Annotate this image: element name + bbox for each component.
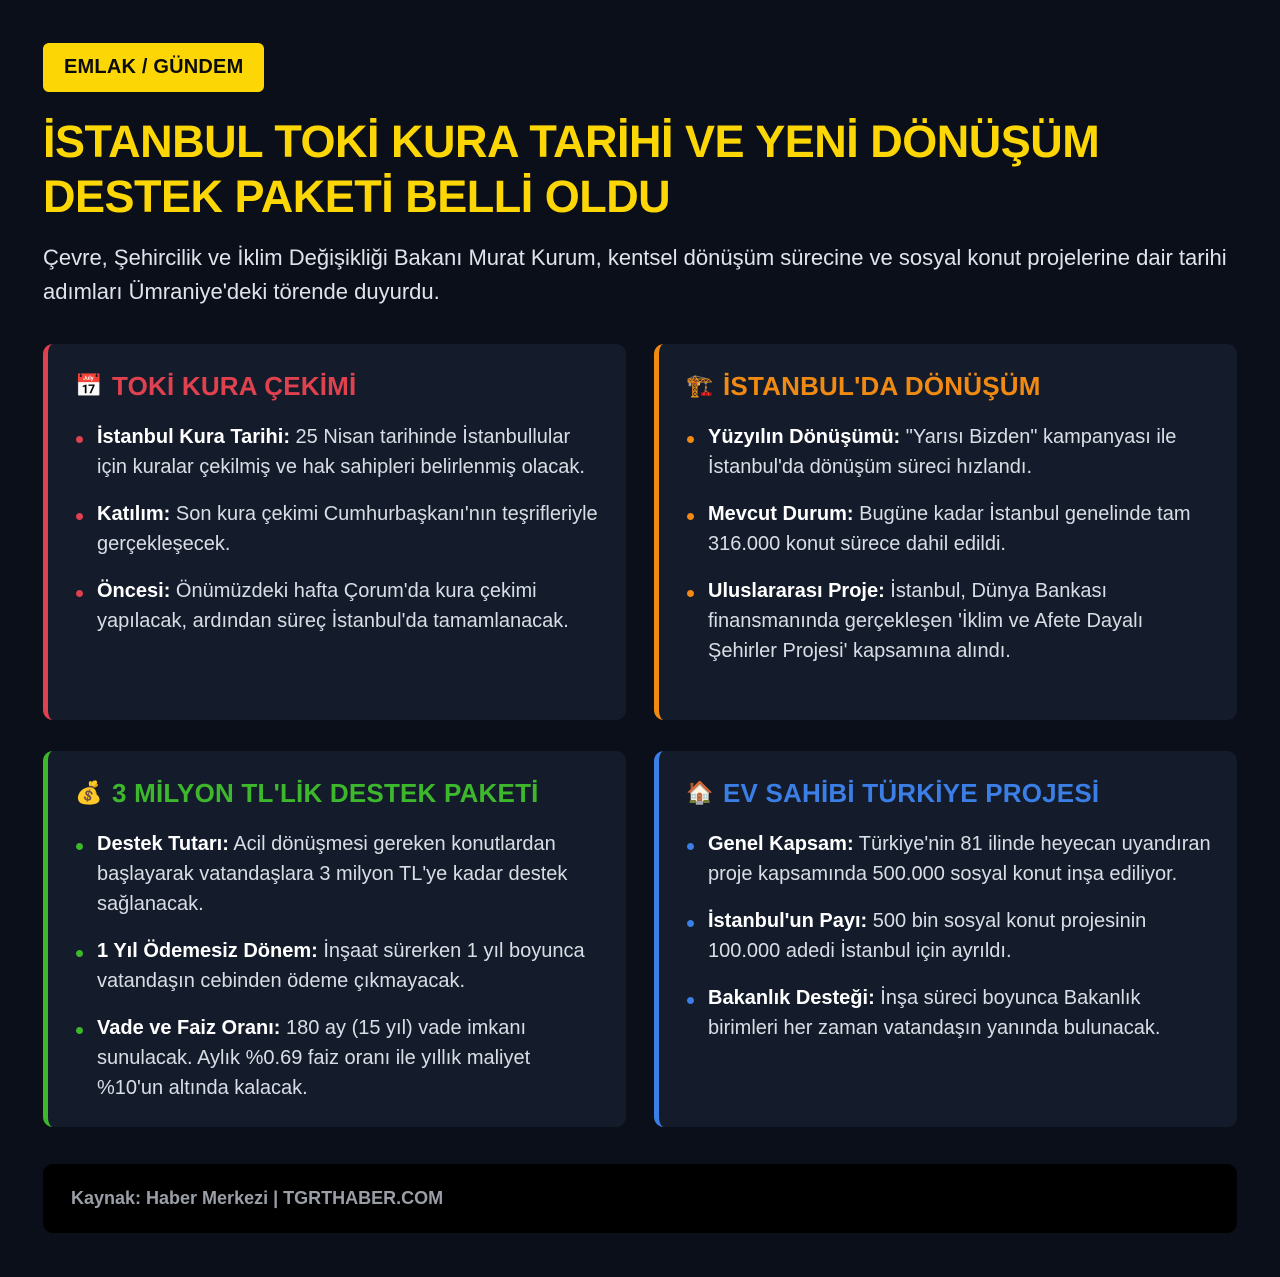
money-bag-icon: 💰 [75, 780, 103, 805]
list-item: Genel Kapsam: Türkiye'nin 81 ilinde heyecan uyandıran proje kapsamında 500.000 sosyal konut inşa ediliyor. [687, 829, 1211, 889]
source-text: Kaynak: Haber Merkezi | TGRTHABER.COM [71, 1188, 444, 1208]
bullet-icon [76, 590, 83, 597]
construction-crane-icon: 🏗️ [686, 373, 714, 398]
bullet-icon [687, 843, 694, 850]
card-toki-kura [43, 344, 626, 720]
lead-paragraph: Çevre, Şehircilik ve İklim Değişikliği Bakanı Murat Kurum, kentsel dönüşüm sürecine ve sosyal konut projelerine dair tarihi adımları Ümraniye'deki törende duyurdu. [43, 245, 1227, 304]
list-item: Mevcut Durum: Bugüne kadar İstanbul genelinde tam 316.000 konut sürece dahil edildi. [687, 499, 1211, 559]
list-item: Öncesi: Önümüzdeki hafta Çorum'da kura çekimi yapılacak, ardından süreç İstanbul'da tamamlanacak. [76, 576, 600, 636]
bullet-icon [76, 513, 83, 520]
bullet-icon [687, 920, 694, 927]
bullet-icon [687, 997, 694, 1004]
card-title: EV SAHİBİ TÜRKİYE PROJESİ [723, 777, 1100, 808]
list-item: Destek Tutarı: Acil dönüşmesi gereken konutlardan başlayarak vatandaşlara 3 milyon TL'ye kadar destek sağlanacak. [76, 829, 600, 919]
bullet-icon [687, 590, 694, 597]
source-footer [43, 1164, 1237, 1233]
list-item: Vade ve Faiz Oranı: 180 ay (15 yıl) vade imkanı sunulacak. Aylık %0.69 faiz oranı ile yıllık maliyet %10'un altında kalacak. [76, 1013, 600, 1103]
bullet-icon [687, 513, 694, 520]
list-item: 1 Yıl Ödemesiz Dönem: İnşaat sürerken 1 yıl boyunca vatandaşın cebinden ödeme çıkmayacak. [76, 936, 600, 996]
list-item: Bakanlık Desteği: İnşa süreci boyunca Bakanlık birimleri her zaman vatandaşın yanında bulunacak. [687, 983, 1211, 1043]
bullet-icon [76, 436, 83, 443]
card-title: TOKİ KURA ÇEKİMİ [112, 370, 357, 401]
bullet-icon [687, 436, 694, 443]
bullet-icon [76, 950, 83, 957]
house-icon: 🏠 [686, 780, 714, 805]
card-destek-paketi [43, 751, 626, 1127]
headline: İSTANBUL TOKİ KURA TARİHİ VE YENİ DÖNÜŞÜM DESTEK PAKETİ BELLİ OLDU [43, 116, 1100, 222]
card-ev-sahibi-turkiye [654, 751, 1237, 1127]
card-title: İSTANBUL'DA DÖNÜŞÜM [723, 370, 1041, 401]
list-item: Katılım: Son kura çekimi Cumhurbaşkanı'nın teşrifleriyle gerçekleşecek. [76, 499, 600, 559]
category-label: EMLAK / GÜNDEM [64, 56, 244, 78]
card-title: 3 MİLYON TL'LİK DESTEK PAKETİ [112, 777, 539, 808]
list-item: İstanbul'un Payı: 500 bin sosyal konut projesinin 100.000 adedi İstanbul için ayrıldı. [687, 906, 1211, 966]
list-item: Uluslararası Proje: İstanbul, Dünya Bankası finansmanında gerçekleşen 'İklim ve Afete Dayalı Şehirler Projesi' kapsamına alındı. [687, 576, 1211, 666]
bullet-icon [76, 1027, 83, 1034]
bullet-icon [76, 843, 83, 850]
calendar-icon: 📅 [75, 373, 103, 398]
category-badge [43, 43, 264, 92]
card-istanbul-donusum [654, 344, 1237, 720]
list-item: İstanbul Kura Tarihi: 25 Nisan tarihinde İstanbullular için kuralar çekilmiş ve hak sahipleri belirlenmiş olacak. [76, 422, 600, 482]
list-item: Yüzyılın Dönüşümü: "Yarısı Bizden" kampanyası ile İstanbul'da dönüşüm süreci hızlandı. [687, 422, 1211, 482]
